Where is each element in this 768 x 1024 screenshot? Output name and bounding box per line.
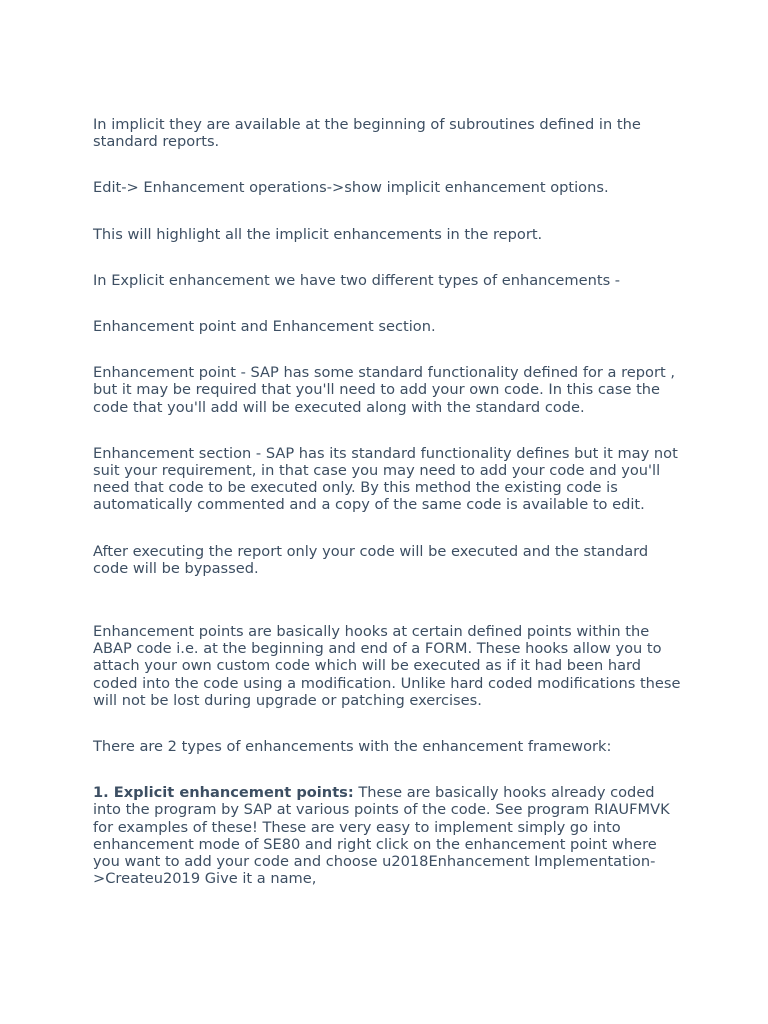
paragraph-after-executing: After executing the report only your code will be executed and the standard code will be bypassed. <box>93 542 649 577</box>
explicit-enhancement-item <box>93 784 683 887</box>
paragraph-enhancement-point: Enhancement point - SAP has some standard functionality defined for a report , but it may be required that you'll need to add your own code. In this case the code that you'll add will be executed along with the standard code. <box>93 364 675 416</box>
paragraph-highlight-implicit: This will highlight all the implicit enhancements in the report. <box>93 225 543 243</box>
paragraph-enhancement-hooks: Enhancement points are basically hooks at certain defined points within the ABAP code i.e. at the beginning and end of a FORM. These hooks allow you to attach your own custom code which will be executed as if it had been hard coded into the code using a modification. Unlike hard coded modifications these will not be lost during upgrade or patching exercises. <box>93 623 681 709</box>
paragraph-point-and-section: Enhancement point and Enhancement section. <box>93 318 436 336</box>
paragraph-edit-menu-path: Edit-> Enhancement operations->show implicit enhancement options. <box>93 179 609 197</box>
paragraph-two-types: There are 2 types of enhancements with the enhancement framework: <box>93 738 612 756</box>
document-page <box>93 116 683 916</box>
explicit-enhancement-heading: 1. Explicit enhancement points: <box>93 784 354 802</box>
paragraph-enhancement-section: Enhancement section - SAP has its standard functionality defines but it may not suit your requirement, in that case you may need to add your code and you'll need that code to be executed only. By this method the existing code is automatically commented and a copy of the same code is available to edit. <box>93 444 678 514</box>
paragraph-implicit-intro: In implicit they are available at the beginning of subroutines defined in the standard reports. <box>93 116 641 151</box>
paragraph-explicit-intro: In Explicit enhancement we have two different types of enhancements - <box>93 271 621 289</box>
explicit-enhancement-body: These are basically hooks already coded into the program by SAP at various points of the code. See program RIAUFMVK for examples of these! These are very easy to implement simply go into enhancement mode of SE80 and right click on the enhancement point where you want to add your code and choose u2018Enhancement Implementation->Createu2019 Give it a name, <box>93 784 670 888</box>
